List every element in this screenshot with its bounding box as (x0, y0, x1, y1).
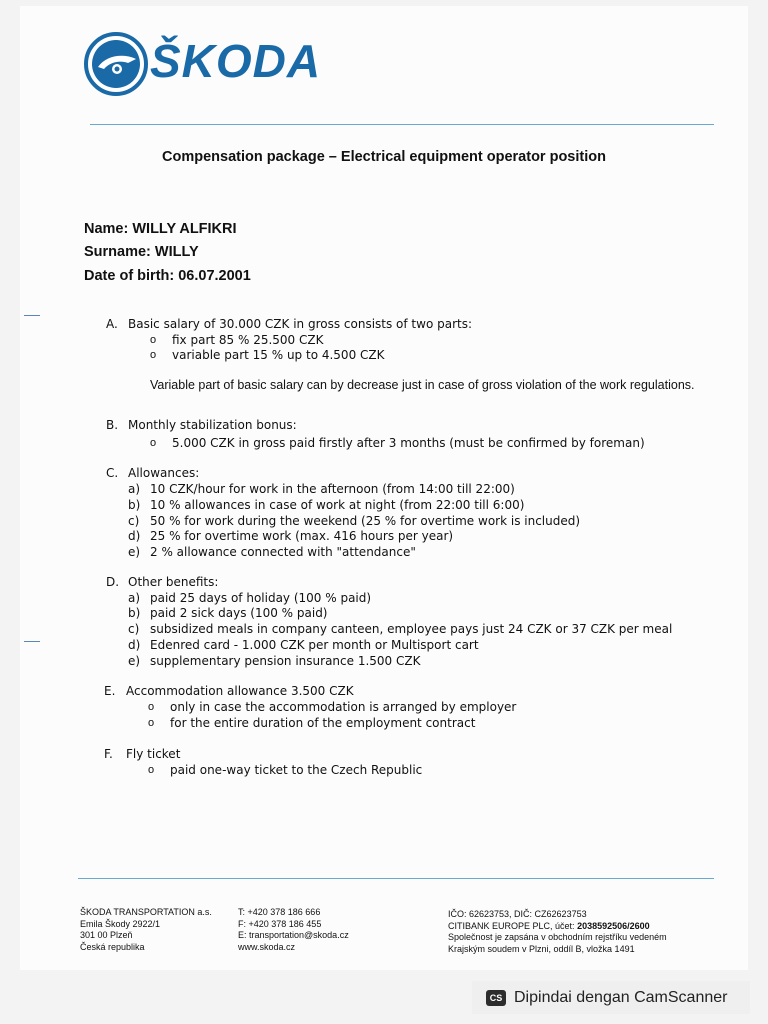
header-divider (90, 124, 714, 125)
scan-margin-mark (24, 315, 40, 316)
list-item: supplementary pension insurance 1.500 CZK (150, 654, 421, 668)
bullet-icon: o (148, 764, 155, 776)
list-item-label: d) (128, 529, 141, 543)
section-d-heading: Other benefits: (128, 575, 219, 589)
list-item-label: b) (128, 498, 141, 512)
list-item: 5.000 CZK in gross paid firstly after 3 months (must be confirmed by foreman) (172, 436, 645, 450)
section-e-heading: Accommodation allowance 3.500 CZK (126, 684, 354, 698)
list-item: for the entire duration of the employment contract (170, 716, 476, 730)
footer-line: IČO: 62623753, DIČ: CZ62623753 (448, 909, 587, 919)
list-item-label: c) (128, 622, 140, 636)
list-item: variable part 15 % up to 4.500 CZK (172, 348, 385, 362)
section-b-heading: Monthly stabilization bonus: (128, 418, 297, 432)
list-item: only in case the accommodation is arranged by employer (170, 700, 517, 714)
section-d-label: D. (106, 575, 120, 589)
footer-line: www.skoda.cz (238, 941, 296, 952)
list-item-label: c) (128, 514, 140, 528)
footer-line: E: transportation@skoda.cz (238, 930, 349, 940)
section-a-label: A. (106, 317, 118, 331)
footer-line: Společnost je zapsána v obchodním rejstříku vedeném (448, 932, 667, 942)
list-item-label: b) (128, 606, 141, 620)
bullet-icon: o (150, 334, 157, 346)
page-title: Compensation package – Electrical equipment operator position (162, 149, 606, 165)
list-item: Edenred card - 1.000 CZK per month or Multisport cart (150, 638, 479, 652)
list-item: fix part 85 % 25.500 CZK (172, 333, 324, 347)
list-item: 25 % for overtime work (max. 416 hours per year) (150, 529, 454, 543)
brand-wordmark: ŠKODA (150, 35, 322, 87)
footer-line: Emila Škody 2922/1 (80, 918, 161, 929)
section-b-label: B. (106, 418, 119, 432)
section-f-heading: Fly ticket (126, 747, 181, 761)
section-a-heading: Basic salary of 30.000 CZK in gross consists of two parts: (128, 317, 473, 331)
person-dob: Date of birth: 06.07.2001 (84, 268, 251, 284)
footer-line: F: +420 378 186 455 (238, 918, 322, 929)
footer-line (448, 921, 667, 933)
footer-legal (448, 909, 667, 955)
section-e-label: E. (104, 684, 116, 698)
footer-contact (238, 907, 349, 953)
footer-divider (78, 878, 714, 879)
camscanner-watermark (472, 981, 750, 1014)
list-item-label: a) (128, 591, 141, 605)
footer-line: Krajským soudem v Plzni, oddíl B, vložka 1491 (448, 943, 635, 954)
list-item: 10 % allowances in case of work at night (from 22:00 till 6:00) (150, 498, 525, 512)
camscanner-text: Dipindai dengan CamScanner (514, 988, 728, 1006)
footer-line: T: +420 378 186 666 (238, 907, 321, 917)
footer-address (80, 907, 212, 953)
list-item: 2 % allowance connected with "attendance" (150, 545, 416, 559)
footer-line: ŠKODA TRANSPORTATION a.s. (80, 907, 212, 917)
bullet-icon: o (148, 717, 155, 729)
bullet-icon: o (148, 701, 155, 713)
footer-line: Česká republika (80, 941, 145, 952)
bullet-icon: o (150, 349, 157, 361)
list-item-label: a) (128, 482, 141, 496)
footer-bank: CITIBANK EUROPE PLC, účet: (448, 920, 575, 931)
skoda-emblem-icon (84, 29, 148, 99)
skoda-logo (84, 29, 148, 99)
scan-margin-mark (24, 641, 40, 642)
list-item: subsidized meals in company canteen, employee pays just 24 CZK or 37 CZK per meal (150, 622, 673, 636)
list-item: paid 25 days of holiday (100 % paid) (150, 591, 372, 605)
footer-line: 301 00 Plzeň (80, 930, 133, 940)
list-item: 10 CZK/hour for work in the afternoon (from 14:00 till 22:00) (150, 482, 515, 496)
section-c-heading: Allowances: (128, 466, 200, 480)
person-surname: Surname: WILLY (84, 244, 199, 260)
bullet-icon: o (150, 437, 157, 449)
section-c-label: C. (106, 466, 119, 480)
list-item: paid one-way ticket to the Czech Republic (170, 763, 423, 777)
list-item: paid 2 sick days (100 % paid) (150, 606, 328, 620)
section-a-note: Variable part of basic salary can by decrease just in case of gross violation of the work regulations. (150, 378, 695, 392)
camscanner-icon: CS (486, 990, 506, 1006)
footer-account: 2038592506/2600 (577, 920, 650, 931)
list-item-label: e) (128, 545, 141, 559)
section-f-label: F. (104, 747, 113, 761)
list-item: 50 % for work during the weekend (25 % for overtime work is included) (150, 514, 581, 528)
list-item-label: e) (128, 654, 141, 668)
person-name: Name: WILLY ALFIKRI (84, 221, 237, 237)
list-item-label: d) (128, 638, 141, 652)
